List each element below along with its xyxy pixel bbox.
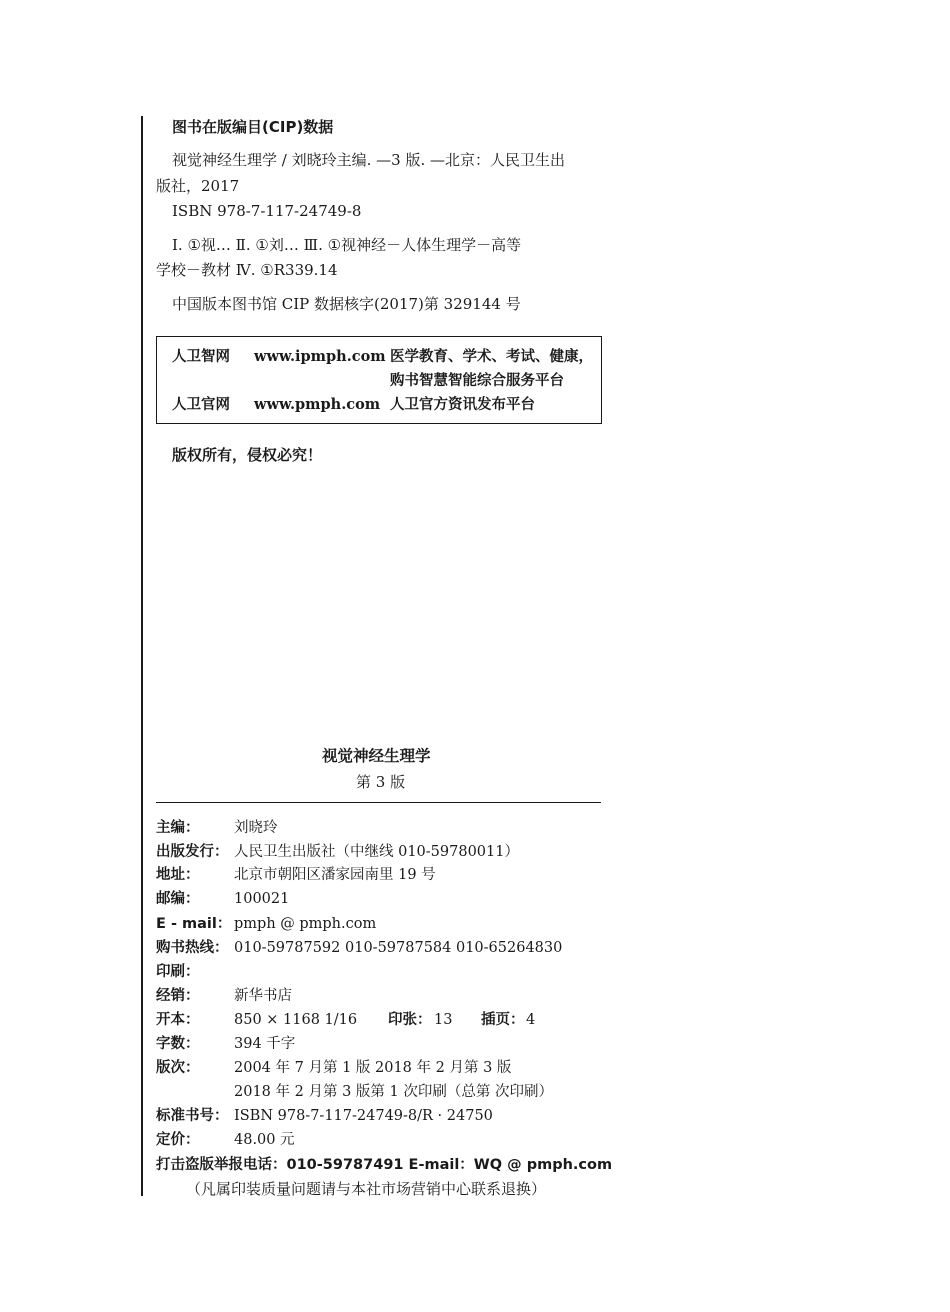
website-desc: 人卫官方资讯发布平台	[390, 397, 535, 413]
detail-address: 北京市朝阳区潘家园南里 19 号	[234, 867, 436, 883]
detail-format: 850 × 1168 1/16	[234, 1012, 358, 1028]
detail-label: 主编：	[156, 820, 200, 836]
website-url[interactable]: www.pmph.com	[254, 396, 381, 413]
cip-class-1: Ⅰ. ①视… Ⅱ. ①刘… Ⅲ. ①视神经－人体生理学－高等	[172, 236, 522, 254]
website-desc: 医学教育、学术、考试、健康，	[390, 349, 593, 365]
detail-label: 版次：	[156, 1060, 200, 1076]
website-box	[156, 336, 602, 424]
quality-note: （凡属印装质量问题请与本社市场营销中心联系退换）	[186, 1180, 547, 1198]
website-name: 人卫官网	[172, 397, 230, 413]
piracy-hotline: 打击盗版举报电话：010-59787491 E-mail：WQ @ pmph.com	[156, 1157, 613, 1173]
cip-line-2: 版社，2017	[156, 177, 240, 195]
detail-label: 地址：	[156, 867, 200, 883]
detail-publisher: 人民卫生出版社（中继线 010-59780011）	[234, 844, 519, 860]
detail-email[interactable]: pmph @ pmph.com	[234, 916, 377, 932]
cip-class-2: 学校－教材 Ⅳ. ①R339.14	[156, 261, 338, 279]
detail-label: E - mail：	[156, 916, 232, 932]
cip-isbn: ISBN 978-7-117-24749-8	[172, 202, 362, 220]
detail-sheets-value: 13	[434, 1012, 453, 1028]
detail-price: 48.00 元	[234, 1132, 295, 1148]
website-url[interactable]: www.ipmph.com	[254, 348, 386, 365]
copyright-notice: 版权所有，侵权必究！	[172, 446, 323, 464]
detail-words: 394 千字	[234, 1036, 296, 1052]
book-edition: 第 3 版	[356, 773, 406, 791]
detail-label: 定价：	[156, 1132, 200, 1148]
detail-label: 字数：	[156, 1036, 200, 1052]
book-title: 视觉神经生理学	[322, 747, 431, 765]
website-name: 人卫智网	[172, 349, 230, 365]
detail-label: 标准书号：	[156, 1108, 229, 1124]
detail-label: 开本：	[156, 1012, 200, 1028]
detail-label: 印刷：	[156, 964, 200, 980]
detail-label: 邮编：	[156, 891, 200, 907]
detail-isbn-std: ISBN 978-7-117-24749-8/R · 24750	[234, 1108, 493, 1124]
left-margin-rule	[141, 116, 143, 1196]
detail-label: 购书热线：	[156, 940, 229, 956]
detail-editions-2: 2018 年 2 月第 3 版第 1 次印刷（总第 次印刷）	[234, 1084, 553, 1100]
detail-postcode: 100021	[234, 891, 290, 907]
detail-plates-value: 4	[526, 1012, 536, 1028]
detail-editor: 刘晓玲	[234, 820, 278, 836]
cip-heading: 图书在版编目(CIP)数据	[172, 118, 334, 136]
detail-label: 出版发行：	[156, 844, 229, 860]
detail-plates-label: 插页：	[481, 1012, 525, 1028]
detail-editions: 2004 年 7 月第 1 版 2018 年 2 月第 3 版	[234, 1060, 512, 1076]
cip-line-1: 视觉神经生理学 / 刘晓玲主编. —3 版. —北京：人民卫生出	[172, 151, 565, 169]
cip-core-number: 中国版本图书馆 CIP 数据核字(2017)第 329144 号	[172, 295, 521, 313]
detail-hotline: 010-59787592 010-59787584 010-65264830	[234, 940, 563, 956]
detail-sheets-label: 印张：	[388, 1012, 432, 1028]
divider	[156, 802, 601, 803]
detail-label: 经销：	[156, 988, 200, 1004]
website-desc: 购书智慧智能综合服务平台	[390, 373, 564, 389]
detail-distributor: 新华书店	[234, 988, 292, 1004]
